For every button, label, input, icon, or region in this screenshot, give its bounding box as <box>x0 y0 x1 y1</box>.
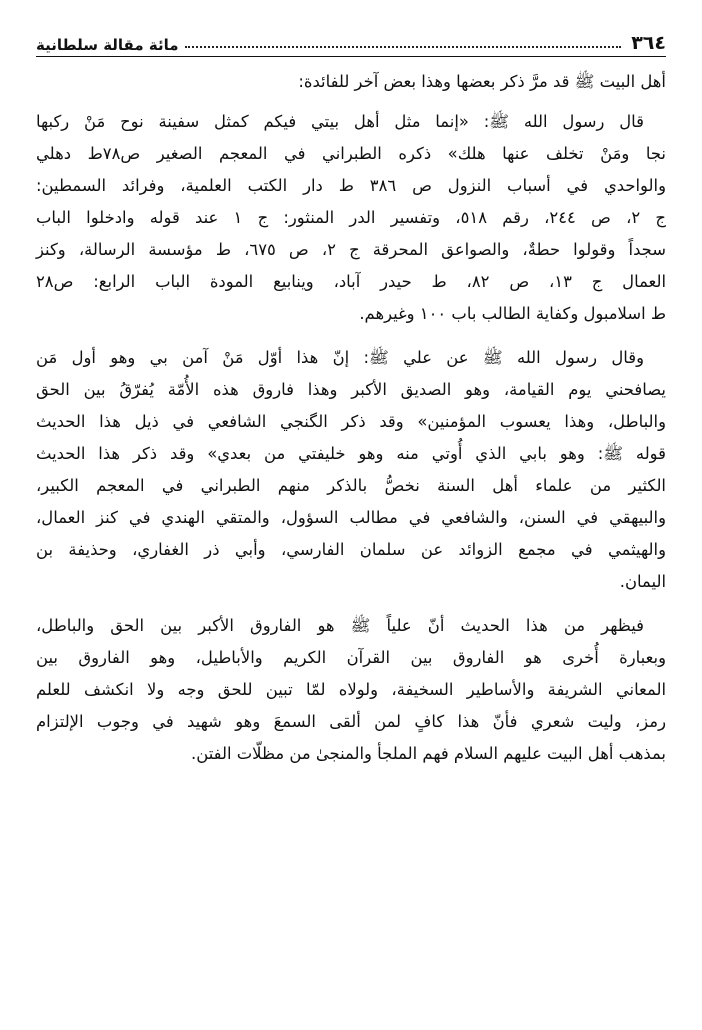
text-line: والهيثمي في مجمع الزوائد عن سلمان الفارسي، وأبي ذر الغفاري، وحذيفة بن <box>36 540 666 559</box>
text-line: أهل البيت ﷺ قد مرَّ ذكر بعضها وهذا بعض آخر للفائدة: <box>298 72 666 91</box>
text-line: والواحدي في أسباب النزول ص ٣٨٦ ط دار الكتب العلمية، وفرائد السمطين: <box>36 176 666 195</box>
running-header <box>36 26 666 54</box>
text-line: فيظهر من هذا الحديث أنّ علياً ﷺ هو الفاروق الأكبر بين الحق والباطل، <box>36 616 644 635</box>
text-line: قال رسول الله ﷺ: «إنما مثل أهل بيتي فيكم كمثل سفينة نوح مَنْ ركبها <box>36 112 644 131</box>
book-title: مائة مقالة سلطانية <box>36 36 179 54</box>
text-line: العمال ج ١٣، ص ٨٢، ط حيدر آباد، وينابيع المودة الباب الرابع: ص٢٨ <box>36 272 667 291</box>
text-line: قوله ﷺ: وهو بابي الذي أُوتي منه وهو خليفتي من بعدي» وقد ذكر هذا الحديث <box>36 444 666 463</box>
header-rule <box>36 56 666 57</box>
dot-leader <box>185 46 622 48</box>
body-text <box>36 66 666 782</box>
text-line: وبعبارة أُخرى هو الفاروق بين القرآن الكريم والأباطيل، وهو الفاروق بين <box>36 648 666 667</box>
text-line: والباطل، وهذا يعسوب المؤمنين» وقد ذكر الگنجي الشافعي في ذيل هذا الحديث <box>36 412 666 431</box>
paragraph <box>36 66 666 98</box>
text-line: وقال رسول الله ﷺ عن علي ﷺ: إنّ هذا أوّل مَنْ آمن بي وهو أول مَن <box>36 348 644 367</box>
text-line: المعاني الشريفة والأساطير السخيفة، ولولاه لمّا تبين للحق وجه ولا انكشف للعلم <box>36 680 666 699</box>
text-line: يصافحني يوم القيامة، وهو الصديق الأكبر وهذا فاروق هذه الأُمّة يُفرّقُ بين الحق <box>36 380 666 399</box>
paragraph <box>36 342 666 598</box>
text-line: رمز، وليت شعري فأنّ هذا كافٍ لمن ألقى السمعَ وهو شهيد في وجوب الإلتزام <box>36 712 666 731</box>
text-line: سجداً وقولوا حطةٌ، والصواعق المحرقة ج ٢، ص ٦٧٥، ط مؤسسة الرسالة، وكنز <box>36 240 667 259</box>
text-line: والبيهقي في السنن، والشافعي في مطالب السؤول، والمتقي الهندي في كنز العمال، <box>36 508 666 527</box>
text-line: ط اسلامبول وكفاية الطالب باب ١٠٠ وغيرهم. <box>359 304 666 323</box>
text-line: بمذهب أهل البيت عليهم السلام فهم الملجأ والمنجىٰ من مظلّات الفتن. <box>191 744 666 763</box>
paragraph <box>36 106 666 330</box>
text-line: اليمان. <box>619 572 666 591</box>
text-line: الكثير من علماء أهل السنة نخصُّ بالذكر منهم الطبراني في المعجم الكبير، <box>36 476 666 495</box>
text-line: نجا ومَنْ تخلف عنها هلك» ذكره الطبراني في المعجم الصغير ص٧٨ط دهلي <box>36 144 666 163</box>
paragraph <box>36 610 666 770</box>
text-line: ج ٢، ص ٢٤٤، رقم ٥١٨، وتفسير الدر المنثور: ج ١ عند قوله وادخلوا الباب <box>36 208 666 227</box>
page-number: ٣٦٤ <box>631 32 666 54</box>
